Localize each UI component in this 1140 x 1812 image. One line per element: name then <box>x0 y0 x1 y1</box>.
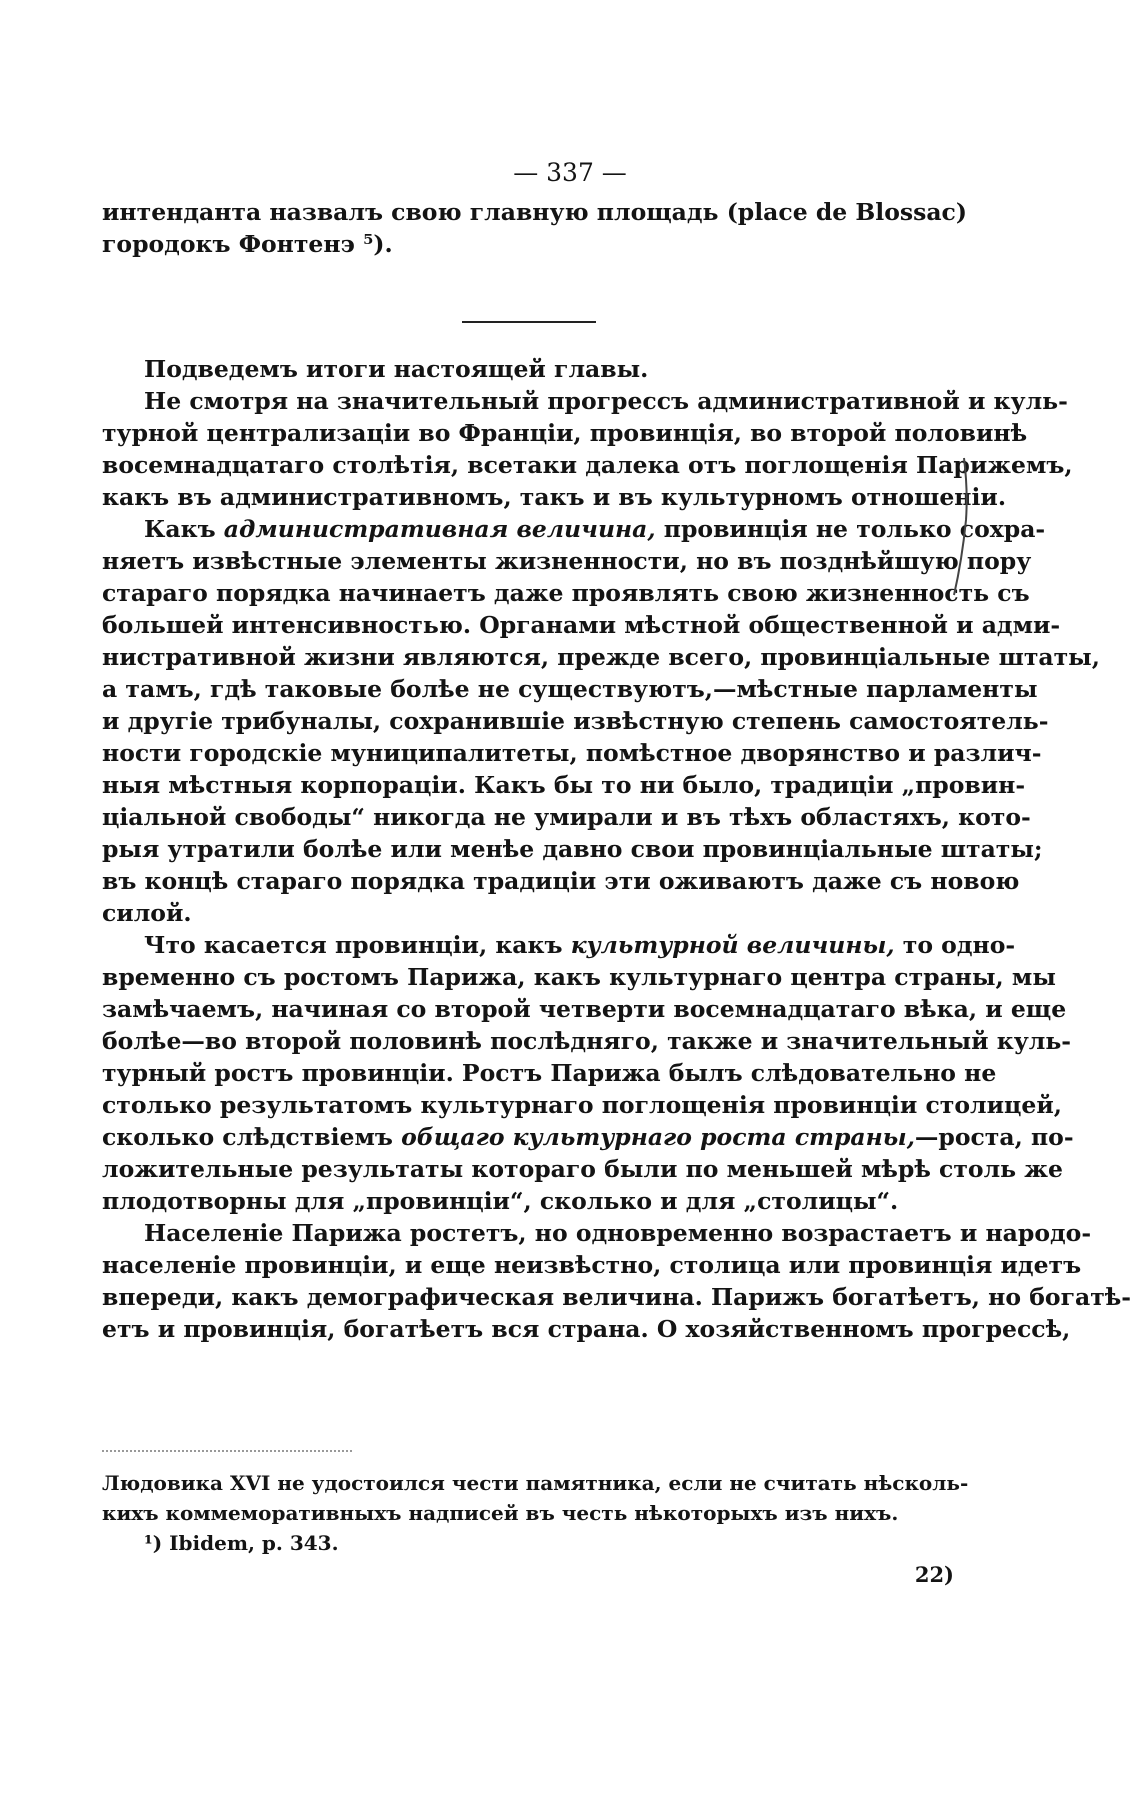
main-text <box>102 353 1132 1345</box>
italic-phrase: общаго культурнаго роста страны, <box>401 1123 915 1151</box>
text-line <box>102 1121 1074 1153</box>
text-run: провинція не только сохра- <box>655 515 1046 543</box>
text-line: а тамъ, гдѣ таковые болѣе не существуютъ,—мѣстные парламенты <box>102 675 1038 703</box>
text-line: впереди, какъ демографическая величина. Парижъ богатѣетъ, но богатѣ- <box>102 1283 1132 1311</box>
footnote-line: кихъ коммеморативныхъ надписей въ честь нѣкоторыхъ изъ нихъ. <box>102 1501 899 1525</box>
text-line <box>102 513 1046 545</box>
text-line: замѣчаемъ, начиная со второй четверти восемнадцатаго вѣка, и еще <box>102 995 1067 1023</box>
text-line: и другіе трибуналы, сохранившіе извѣстную степень самостоятель- <box>102 707 1049 735</box>
text-line: въ концѣ стараго порядка традиціи эти оживаютъ даже съ новою <box>102 867 1020 895</box>
italic-phrase: административная величина, <box>223 515 656 543</box>
footnote-line: Людовика XVI не удостоился чести памятника, если не считать нѣсколь- <box>102 1471 969 1495</box>
footnote-separator <box>102 1450 352 1453</box>
text-line: ныя мѣстныя корпораціи. Какъ бы то ни было, традиціи „провин- <box>102 771 1026 799</box>
text-line: большей интенсивностью. Органами мѣстной общественной и адми- <box>102 611 1061 639</box>
italic-phrase: культурной величины, <box>570 931 895 959</box>
text-line: етъ и провинція, богатѣетъ вся страна. О хозяйственномъ прогрессѣ, <box>102 1315 1071 1343</box>
text-line: стараго порядка начинаетъ даже проявлять свою жизненность съ <box>102 579 1030 607</box>
margin-pencil-mark <box>950 450 980 600</box>
text-line: ціальной свободы“ никогда не умирали и въ тѣхъ областяхъ, кото- <box>102 803 1031 831</box>
page-number: — 337 — <box>513 158 627 187</box>
text-line: рыя утратили болѣе или менѣе давно свои провинціальные штаты; <box>102 835 1043 863</box>
text-line: интенданта назвалъ свою главную площадь (place de Blossac) <box>102 198 967 226</box>
carryover-text <box>102 196 967 260</box>
footnotes <box>102 1468 969 1558</box>
section-divider <box>462 321 596 323</box>
text-line: Не смотря на значительный прогрессъ административной и куль- <box>144 387 1068 415</box>
text-line: ности городскіе муниципалитеты, помѣстное дворянство и различ- <box>102 739 1042 767</box>
summary-heading: Подведемъ итоги настоящей главы. <box>144 355 649 383</box>
printer-signature: 22) <box>914 1562 954 1587</box>
footnote-reference: ¹) Ibidem, p. 343. <box>144 1531 339 1555</box>
text-run: Что касается провинціи, какъ <box>144 931 571 959</box>
text-run: то одно- <box>894 931 1016 959</box>
text-line: Населеніе Парижа ростетъ, но одновременно возрастаетъ и народо- <box>144 1219 1092 1247</box>
text-line: болѣе—во второй половинѣ послѣдняго, также и значительный куль- <box>102 1027 1072 1055</box>
text-line: столько результатомъ культурнаго поглощенія провинціи столицей, <box>102 1091 1062 1119</box>
text-line: какъ въ административномъ, такъ и въ культурномъ отношеніи. <box>102 483 1007 511</box>
text-line: временно съ ростомъ Парижа, какъ культурнаго центра страны, мы <box>102 963 1056 991</box>
text-line: турной централизаціи во Франціи, провинція, во второй половинѣ <box>102 419 1028 447</box>
text-line: нистративной жизни являются, прежде всего, провинціальные штаты, <box>102 643 1100 671</box>
text-line: турный ростъ провинціи. Ростъ Парижа былъ слѣдовательно не <box>102 1059 997 1087</box>
text-line: восемнадцатаго столѣтія, всетаки далека отъ поглощенія Парижемъ, <box>102 451 1073 479</box>
text-run: —роста, по- <box>914 1123 1074 1151</box>
text-run: сколько слѣдствіемъ <box>102 1123 402 1151</box>
text-line: няетъ извѣстные элементы жизненности, но въ позднѣйшую пору <box>102 547 1032 575</box>
text-line: ложительные результаты котораго были по меньшей мѣрѣ столь же <box>102 1155 1063 1183</box>
text-line: населеніе провинціи, и еще неизвѣстно, столица или провинція идетъ <box>102 1251 1082 1279</box>
text-line: городокъ Фонтенэ ⁵). <box>102 230 393 258</box>
text-run: Какъ <box>144 515 224 543</box>
text-line: плодотворны для „провинціи“, сколько и для „столицы“. <box>102 1187 899 1215</box>
text-line: силой. <box>102 899 192 927</box>
text-line <box>102 929 1016 961</box>
